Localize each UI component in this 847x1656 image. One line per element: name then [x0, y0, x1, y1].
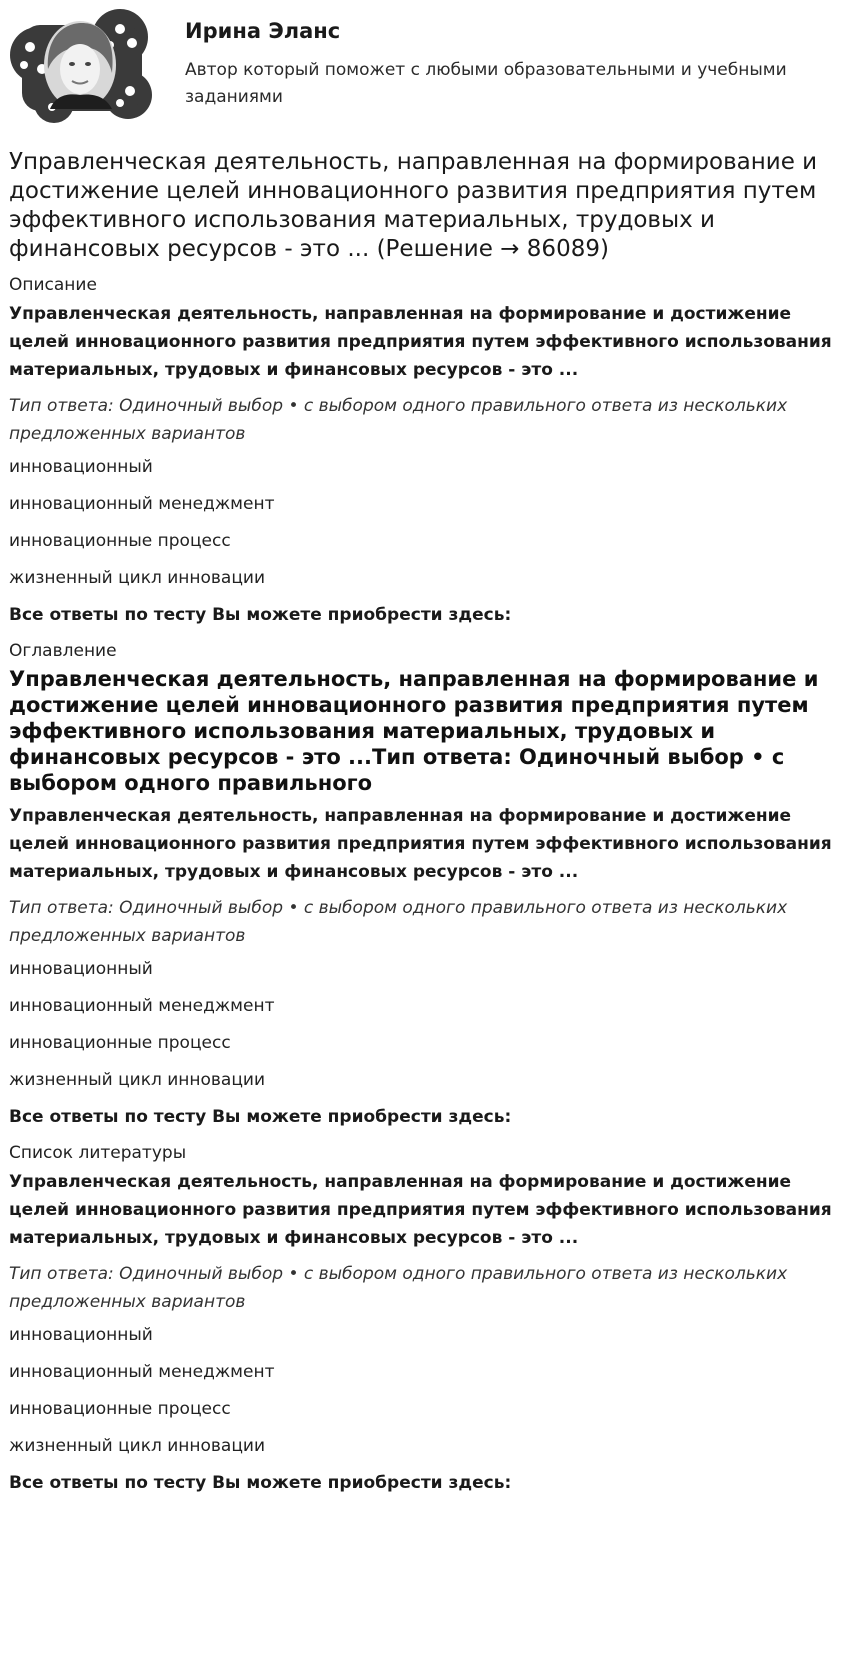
- answer-option: инновационный: [9, 457, 153, 477]
- answer-option: жизненный цикл инновации: [9, 1436, 266, 1456]
- buy-answers-text: Все ответы по тесту Вы можете приобрести здесь:: [9, 1473, 512, 1493]
- answer-option: инновационный менеджмент: [9, 996, 275, 1016]
- buy-answers-text: Все ответы по тесту Вы можете приобрести здесь:: [9, 605, 512, 625]
- answer-option: инновационный: [9, 959, 153, 979]
- main-content: [9, 148, 839, 1508]
- answer-option: инновационные процесс: [9, 1399, 231, 1419]
- answer-option: инновационный менеджмент: [9, 494, 275, 514]
- question-text: Управленческая деятельность, направленная на формирование и достижение целей инновационного развития предприятия путем эффективного использования материальных, трудовых и финансовых ресурсов - это ...: [9, 1172, 832, 1248]
- answer-option: инновационные процесс: [9, 1033, 231, 1053]
- section-label: Список литературы: [9, 1143, 187, 1163]
- answer-type: Тип ответа: Одиночный выбор • с выбором одного правильного ответа из нескольких предложенных вариантов: [9, 1264, 788, 1312]
- toc-section: [9, 640, 839, 1128]
- question-text: Управленческая деятельность, направленная на формирование и достижение целей инновационного развития предприятия путем эффективного использования материальных, трудовых и финансовых ресурсов - это ...: [9, 806, 832, 882]
- buy-answers-text: Все ответы по тесту Вы можете приобрести здесь:: [9, 1107, 512, 1127]
- answer-option: инновационный менеджмент: [9, 1362, 275, 1382]
- author-name[interactable]: Ирина Эланс: [185, 19, 341, 43]
- author-avatar[interactable]: [8, 7, 156, 125]
- answer-option: жизненный цикл инновации: [9, 1070, 266, 1090]
- page-title: Управленческая деятельность, направленная на формирование и достижение целей инновационного развития предприятия путем эффективного использования материальных, трудовых и финансовых ресурсов - это ... (Решение → 86089): [9, 149, 818, 262]
- question-text: Управленческая деятельность, направленная на формирование и достижение целей инновационного развития предприятия путем эффективного использования материальных, трудовых и финансовых ресурсов - это ...: [9, 304, 832, 380]
- toc-heading: Управленческая деятельность, направленная на формирование и достижение целей инновационного развития предприятия путем эффективного использования материальных, трудовых и финансовых ресурсов - это ...Тип ответа: Одиночный выбор • с выбором одного правильного: [9, 667, 819, 795]
- answer-option: инновационный: [9, 1325, 153, 1345]
- answer-option: жизненный цикл инновации: [9, 568, 266, 588]
- section-label: Оглавление: [9, 641, 117, 661]
- literature-section: [9, 1142, 839, 1494]
- author-description: Автор который поможет с любыми образовательными и учебными заданиями: [185, 60, 787, 107]
- section-label: Описание: [9, 275, 97, 295]
- answer-option: инновационные процесс: [9, 531, 231, 551]
- answer-type: Тип ответа: Одиночный выбор • с выбором одного правильного ответа из нескольких предложенных вариантов: [9, 898, 788, 946]
- answer-type: Тип ответа: Одиночный выбор • с выбором одного правильного ответа из нескольких предложенных вариантов: [9, 396, 788, 444]
- description-section: [9, 274, 839, 626]
- author-card: [8, 7, 838, 127]
